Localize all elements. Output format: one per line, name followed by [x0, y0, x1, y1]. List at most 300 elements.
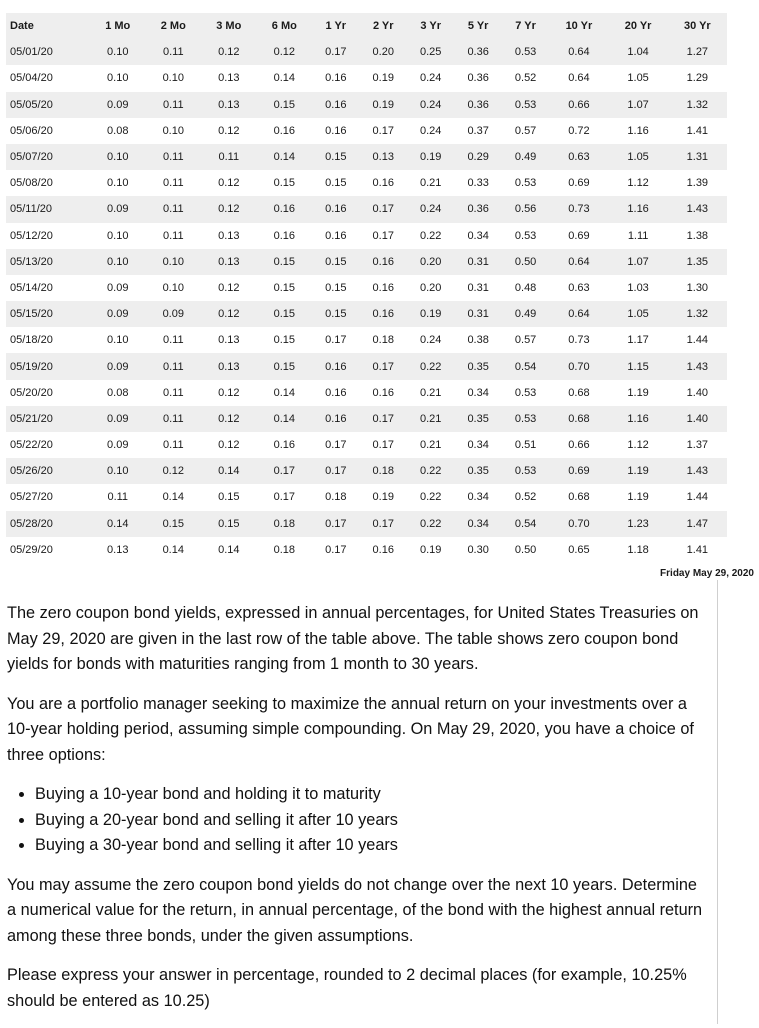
yield-cell: 0.14 [201, 458, 257, 484]
yield-cell: 0.18 [360, 327, 407, 353]
yield-cell: 0.22 [407, 511, 454, 537]
yield-cell: 0.54 [502, 511, 549, 537]
yield-cell: 0.50 [502, 249, 549, 275]
column-header-date: Date [6, 13, 90, 39]
yield-cell: 0.54 [502, 353, 549, 379]
date-cell: 05/13/20 [6, 249, 90, 275]
yield-cell: 0.53 [502, 458, 549, 484]
yield-cell: 0.35 [454, 406, 501, 432]
yield-cell: 0.14 [257, 380, 313, 406]
yield-cell: 0.16 [312, 406, 359, 432]
yield-cell: 0.14 [146, 484, 202, 510]
date-cell: 05/29/20 [6, 537, 90, 563]
yield-cell: 0.10 [90, 144, 146, 170]
date-cell: 05/27/20 [6, 484, 90, 510]
yield-cell: 1.15 [609, 353, 668, 379]
yield-cell: 0.24 [407, 327, 454, 353]
yield-cell: 0.15 [201, 511, 257, 537]
column-header: 30 Yr [668, 13, 727, 39]
table-row [6, 92, 727, 118]
yield-cell: 0.16 [312, 196, 359, 222]
yield-cell: 0.15 [146, 511, 202, 537]
yield-cell: 0.11 [146, 380, 202, 406]
yield-cell: 1.27 [668, 39, 727, 65]
yield-cell: 0.16 [360, 249, 407, 275]
yield-cell: 0.34 [454, 380, 501, 406]
yield-cell: 0.36 [454, 65, 501, 91]
table-row [6, 406, 727, 432]
yield-cell: 0.10 [146, 118, 202, 144]
yield-cell: 0.13 [201, 327, 257, 353]
yield-cell: 0.52 [502, 484, 549, 510]
yield-cell: 1.07 [609, 249, 668, 275]
yield-cell: 0.49 [502, 144, 549, 170]
yield-cell: 0.20 [407, 275, 454, 301]
yield-cell: 0.11 [146, 432, 202, 458]
yield-cell: 0.15 [312, 275, 359, 301]
yield-cell: 0.10 [90, 223, 146, 249]
date-cell: 05/21/20 [6, 406, 90, 432]
yield-cell: 0.15 [312, 144, 359, 170]
table-row [6, 327, 727, 353]
yield-cell: 1.35 [668, 249, 727, 275]
yield-cell: 0.19 [407, 144, 454, 170]
yield-cell: 1.07 [609, 92, 668, 118]
yield-cell: 0.34 [454, 511, 501, 537]
yield-cell: 0.69 [549, 170, 608, 196]
yield-cell: 0.17 [257, 458, 313, 484]
yield-cell: 1.12 [609, 170, 668, 196]
date-cell: 05/28/20 [6, 511, 90, 537]
yield-cell: 0.38 [454, 327, 501, 353]
yield-cell: 1.04 [609, 39, 668, 65]
yield-cell: 0.10 [90, 249, 146, 275]
yield-cell: 0.11 [146, 327, 202, 353]
yield-cell: 0.18 [360, 458, 407, 484]
yield-cell: 0.24 [407, 118, 454, 144]
yield-cell: 0.53 [502, 406, 549, 432]
yield-cell: 0.10 [146, 65, 202, 91]
yield-cell: 0.10 [146, 275, 202, 301]
yield-cell: 0.16 [360, 537, 407, 563]
yield-cell: 1.05 [609, 144, 668, 170]
yield-cell: 0.66 [549, 432, 608, 458]
option-item: • Buying a 30-year bond and selling it after 10 years [35, 833, 707, 859]
yield-cell: 1.31 [668, 144, 727, 170]
yield-cell: 0.12 [201, 275, 257, 301]
yield-cell: 0.15 [201, 484, 257, 510]
yield-cell: 0.13 [201, 223, 257, 249]
yield-cell: 1.12 [609, 432, 668, 458]
yield-cell: 0.11 [146, 196, 202, 222]
yield-cell: 0.12 [201, 380, 257, 406]
yield-cell: 1.32 [668, 92, 727, 118]
yield-cell: 0.17 [257, 484, 313, 510]
yield-cell: 1.44 [668, 327, 727, 353]
yield-table [6, 13, 727, 563]
column-header: 1 Mo [90, 13, 146, 39]
yield-cell: 0.10 [90, 39, 146, 65]
table-row [6, 484, 727, 510]
yield-cell: 0.13 [90, 537, 146, 563]
yield-cell: 1.18 [609, 537, 668, 563]
yield-cell: 0.31 [454, 275, 501, 301]
yield-cell: 0.12 [201, 39, 257, 65]
yield-cell: 0.12 [201, 432, 257, 458]
yield-cell: 1.43 [668, 458, 727, 484]
yield-cell: 0.14 [90, 511, 146, 537]
yield-cell: 0.63 [549, 144, 608, 170]
yield-cell: 0.16 [312, 118, 359, 144]
yield-cell: 0.10 [146, 249, 202, 275]
yield-cell: 0.64 [549, 249, 608, 275]
question-text [7, 601, 707, 1028]
yield-cell: 0.17 [312, 39, 359, 65]
yield-cell: 0.24 [407, 196, 454, 222]
yield-cell: 0.17 [360, 432, 407, 458]
yield-cell: 0.12 [201, 406, 257, 432]
yield-cell: 1.03 [609, 275, 668, 301]
yield-cell: 0.64 [549, 65, 608, 91]
yield-cell: 0.16 [257, 432, 313, 458]
yield-cell: 0.22 [407, 223, 454, 249]
yield-cell: 0.16 [312, 92, 359, 118]
table-row [6, 118, 727, 144]
yield-cell: 0.15 [257, 92, 313, 118]
yield-cell: 0.35 [454, 353, 501, 379]
yield-cell: 0.17 [312, 458, 359, 484]
yield-cell: 0.22 [407, 353, 454, 379]
yield-cell: 0.16 [257, 223, 313, 249]
yield-cell: 0.15 [257, 275, 313, 301]
yield-cell: 1.30 [668, 275, 727, 301]
yield-cell: 0.17 [360, 353, 407, 379]
yield-cell: 1.29 [668, 65, 727, 91]
yield-cell: 1.16 [609, 406, 668, 432]
date-cell: 05/18/20 [6, 327, 90, 353]
yield-cell: 0.09 [146, 301, 202, 327]
yield-cell: 0.12 [257, 39, 313, 65]
yield-cell: 0.37 [454, 118, 501, 144]
yield-cell: 0.19 [407, 301, 454, 327]
yield-cell: 1.16 [609, 196, 668, 222]
table-header-row [6, 13, 727, 39]
yield-cell: 1.37 [668, 432, 727, 458]
yield-cell: 0.16 [360, 275, 407, 301]
yield-cell: 0.18 [257, 511, 313, 537]
yield-cell: 0.14 [146, 537, 202, 563]
yield-cell: 1.16 [609, 118, 668, 144]
yield-cell: 0.51 [502, 432, 549, 458]
yield-cell: 0.15 [257, 249, 313, 275]
yield-cell: 1.47 [668, 511, 727, 537]
yield-cell: 0.12 [201, 118, 257, 144]
yield-cell: 0.16 [312, 353, 359, 379]
yield-cell: 0.15 [312, 301, 359, 327]
yield-cell: 0.13 [201, 249, 257, 275]
question-paragraph-2: You are a portfolio manager seeking to maximize the annual return on your investments over a 10-year holding period, assuming simple compounding. On May 29, 2020, you have a choice of three options: [7, 694, 694, 764]
yield-cell: 0.14 [257, 406, 313, 432]
yield-cell: 0.11 [146, 223, 202, 249]
date-cell: 05/22/20 [6, 432, 90, 458]
column-header: 1 Yr [312, 13, 359, 39]
yield-cell: 1.41 [668, 118, 727, 144]
yield-cell: 0.53 [502, 380, 549, 406]
yield-cell: 1.32 [668, 301, 727, 327]
yield-cell: 0.19 [360, 484, 407, 510]
yield-cell: 0.15 [257, 301, 313, 327]
column-header: 2 Mo [146, 13, 202, 39]
column-header: 10 Yr [549, 13, 608, 39]
yield-cell: 0.15 [312, 249, 359, 275]
yield-cell: 0.11 [146, 170, 202, 196]
yield-cell: 0.15 [257, 170, 313, 196]
yield-cell: 0.57 [502, 327, 549, 353]
yield-cell: 0.18 [312, 484, 359, 510]
yield-cell: 1.05 [609, 301, 668, 327]
yield-cell: 0.20 [360, 39, 407, 65]
yield-cell: 0.15 [257, 353, 313, 379]
divider [717, 580, 718, 1024]
table-row [6, 353, 727, 379]
yield-cell: 0.11 [146, 144, 202, 170]
yield-cell: 0.63 [549, 275, 608, 301]
yield-cell: 1.05 [609, 65, 668, 91]
yield-cell: 0.34 [454, 223, 501, 249]
yield-cell: 0.12 [201, 301, 257, 327]
yield-cell: 0.36 [454, 196, 501, 222]
yield-cell: 1.38 [668, 223, 727, 249]
column-header: 2 Yr [360, 13, 407, 39]
yield-cell: 0.12 [146, 458, 202, 484]
yield-cell: 0.19 [360, 92, 407, 118]
yield-cell: 0.08 [90, 380, 146, 406]
yield-cell: 0.10 [90, 170, 146, 196]
table-row [6, 275, 727, 301]
yield-cell: 0.19 [360, 65, 407, 91]
yield-cell: 0.12 [201, 170, 257, 196]
yield-cell: 0.16 [257, 118, 313, 144]
date-cell: 05/15/20 [6, 301, 90, 327]
yield-cell: 0.73 [549, 327, 608, 353]
date-cell: 05/01/20 [6, 39, 90, 65]
yield-cell: 0.34 [454, 432, 501, 458]
yield-cell: 1.11 [609, 223, 668, 249]
yield-cell: 0.21 [407, 432, 454, 458]
yield-cell: 0.11 [146, 39, 202, 65]
question-paragraph-4: Please express your answer in percentage, rounded to 2 decimal places (for example, 10.25% should be entered as 10.25) [7, 966, 687, 1010]
yield-cell: 0.53 [502, 223, 549, 249]
table-row [6, 380, 727, 406]
yield-cell: 0.11 [201, 144, 257, 170]
table-row [6, 65, 727, 91]
yield-cell: 0.29 [454, 144, 501, 170]
yield-cell: 0.09 [90, 432, 146, 458]
yield-cell: 0.73 [549, 196, 608, 222]
date-stamp: Friday May 29, 2020 [660, 568, 754, 579]
table-row [6, 223, 727, 249]
yield-cell: 0.14 [257, 65, 313, 91]
yield-cell: 0.15 [312, 170, 359, 196]
yield-cell: 1.43 [668, 196, 727, 222]
yield-cell: 1.17 [609, 327, 668, 353]
yield-cell: 0.16 [360, 170, 407, 196]
yield-cell: 0.09 [90, 275, 146, 301]
table-row [6, 39, 727, 65]
table-row [6, 458, 727, 484]
table-row [6, 511, 727, 537]
yield-cell: 0.16 [360, 301, 407, 327]
yield-cell: 0.13 [201, 65, 257, 91]
yield-cell: 0.30 [454, 537, 501, 563]
table-row [6, 144, 727, 170]
column-header: 3 Mo [201, 13, 257, 39]
yield-cell: 0.09 [90, 353, 146, 379]
yield-cell: 0.13 [201, 92, 257, 118]
column-header: 3 Yr [407, 13, 454, 39]
yield-cell: 0.49 [502, 301, 549, 327]
yield-cell: 1.19 [609, 484, 668, 510]
yield-cell: 0.65 [549, 537, 608, 563]
yield-cell: 0.17 [360, 511, 407, 537]
yield-cell: 0.56 [502, 196, 549, 222]
table-row [6, 249, 727, 275]
yield-cell: 0.21 [407, 380, 454, 406]
yield-cell: 0.20 [407, 249, 454, 275]
yield-cell: 0.21 [407, 170, 454, 196]
yield-cell: 0.53 [502, 170, 549, 196]
yield-cell: 0.12 [201, 196, 257, 222]
yield-cell: 0.68 [549, 380, 608, 406]
yield-cell: 0.53 [502, 39, 549, 65]
yield-cell: 1.19 [609, 380, 668, 406]
yield-cell: 0.22 [407, 458, 454, 484]
yield-cell: 0.57 [502, 118, 549, 144]
yield-cell: 0.19 [407, 537, 454, 563]
yield-cell: 0.08 [90, 118, 146, 144]
question-paragraph-1: The zero coupon bond yields, expressed in annual percentages, for United States Treasuries on May 29, 2020 are given in the last row of the table above. The table shows zero coupon bond yields for bonds with maturities ranging from 1 month to 30 years. [7, 604, 699, 673]
yield-cell: 0.69 [549, 458, 608, 484]
yield-cell: 0.11 [146, 406, 202, 432]
yield-cell: 0.68 [549, 484, 608, 510]
yield-cell: 0.09 [90, 301, 146, 327]
yield-cell: 1.40 [668, 406, 727, 432]
yield-cell: 0.17 [360, 406, 407, 432]
yield-cell: 0.22 [407, 484, 454, 510]
yield-cell: 0.64 [549, 39, 608, 65]
date-cell: 05/20/20 [6, 380, 90, 406]
yield-cell: 0.10 [90, 65, 146, 91]
yield-cell: 0.70 [549, 511, 608, 537]
column-header: 5 Yr [454, 13, 501, 39]
date-cell: 05/14/20 [6, 275, 90, 301]
yield-cell: 0.52 [502, 65, 549, 91]
yield-cell: 0.16 [312, 65, 359, 91]
yield-cell: 0.16 [360, 380, 407, 406]
yield-cell: 1.41 [668, 537, 727, 563]
yield-cell: 1.19 [609, 458, 668, 484]
date-cell: 05/06/20 [6, 118, 90, 144]
yield-cell: 1.23 [609, 511, 668, 537]
yield-cell: 0.11 [146, 92, 202, 118]
yield-cell: 0.17 [360, 223, 407, 249]
date-cell: 05/07/20 [6, 144, 90, 170]
date-cell: 05/05/20 [6, 92, 90, 118]
yield-cell: 0.14 [201, 537, 257, 563]
option-item: • Buying a 20-year bond and selling it after 10 years [35, 808, 707, 834]
yield-cell: 0.50 [502, 537, 549, 563]
yield-cell: 0.10 [90, 458, 146, 484]
table-body [6, 39, 727, 563]
yield-cell: 0.17 [312, 511, 359, 537]
yield-cell: 0.17 [312, 327, 359, 353]
yield-cell: 0.16 [312, 223, 359, 249]
yield-cell: 0.17 [312, 537, 359, 563]
yield-cell: 0.24 [407, 92, 454, 118]
yield-cell: 0.31 [454, 301, 501, 327]
column-header: 7 Yr [502, 13, 549, 39]
yield-cell: 0.17 [360, 118, 407, 144]
question-paragraph-3: You may assume the zero coupon bond yields do not change over the next 10 years. Determine a numerical value for the return, in annual percentage, of the bond with the highest annual return among these three bonds, under the given assumptions. [7, 875, 703, 945]
yield-cell: 0.17 [312, 432, 359, 458]
yield-cell: 0.16 [257, 196, 313, 222]
yield-cell: 0.36 [454, 39, 501, 65]
yield-cell: 0.72 [549, 118, 608, 144]
yield-cell: 0.53 [502, 92, 549, 118]
yield-cell: 0.16 [312, 380, 359, 406]
yield-cell: 0.14 [257, 144, 313, 170]
yield-cell: 0.21 [407, 406, 454, 432]
table-row [6, 196, 727, 222]
column-header: 6 Mo [257, 13, 313, 39]
date-cell: 05/12/20 [6, 223, 90, 249]
yield-cell: 1.39 [668, 170, 727, 196]
yield-cell: 0.48 [502, 275, 549, 301]
yield-cell: 0.09 [90, 406, 146, 432]
column-header: 20 Yr [609, 13, 668, 39]
yield-cell: 0.10 [90, 327, 146, 353]
date-cell: 05/19/20 [6, 353, 90, 379]
yield-cell: 0.25 [407, 39, 454, 65]
yield-cell: 0.35 [454, 458, 501, 484]
yield-cell: 0.09 [90, 196, 146, 222]
yield-cell: 0.13 [201, 353, 257, 379]
date-cell: 05/26/20 [6, 458, 90, 484]
yield-cell: 0.13 [360, 144, 407, 170]
yield-cell: 0.18 [257, 537, 313, 563]
yield-cell: 0.36 [454, 92, 501, 118]
yield-cell: 0.68 [549, 406, 608, 432]
yield-cell: 0.24 [407, 65, 454, 91]
yield-cell: 0.11 [90, 484, 146, 510]
yield-cell: 0.31 [454, 249, 501, 275]
date-cell: 05/11/20 [6, 196, 90, 222]
yield-cell: 0.34 [454, 484, 501, 510]
option-item: • Buying a 10-year bond and holding it to maturity [35, 782, 707, 808]
date-cell: 05/04/20 [6, 65, 90, 91]
yield-cell: 1.43 [668, 353, 727, 379]
yield-cell: 0.70 [549, 353, 608, 379]
table-row [6, 432, 727, 458]
yield-cell: 0.09 [90, 92, 146, 118]
table-row [6, 301, 727, 327]
yield-cell: 0.17 [360, 196, 407, 222]
yield-cell: 1.40 [668, 380, 727, 406]
date-cell: 05/08/20 [6, 170, 90, 196]
table-row [6, 170, 727, 196]
table-row [6, 537, 727, 563]
yield-cell: 0.66 [549, 92, 608, 118]
